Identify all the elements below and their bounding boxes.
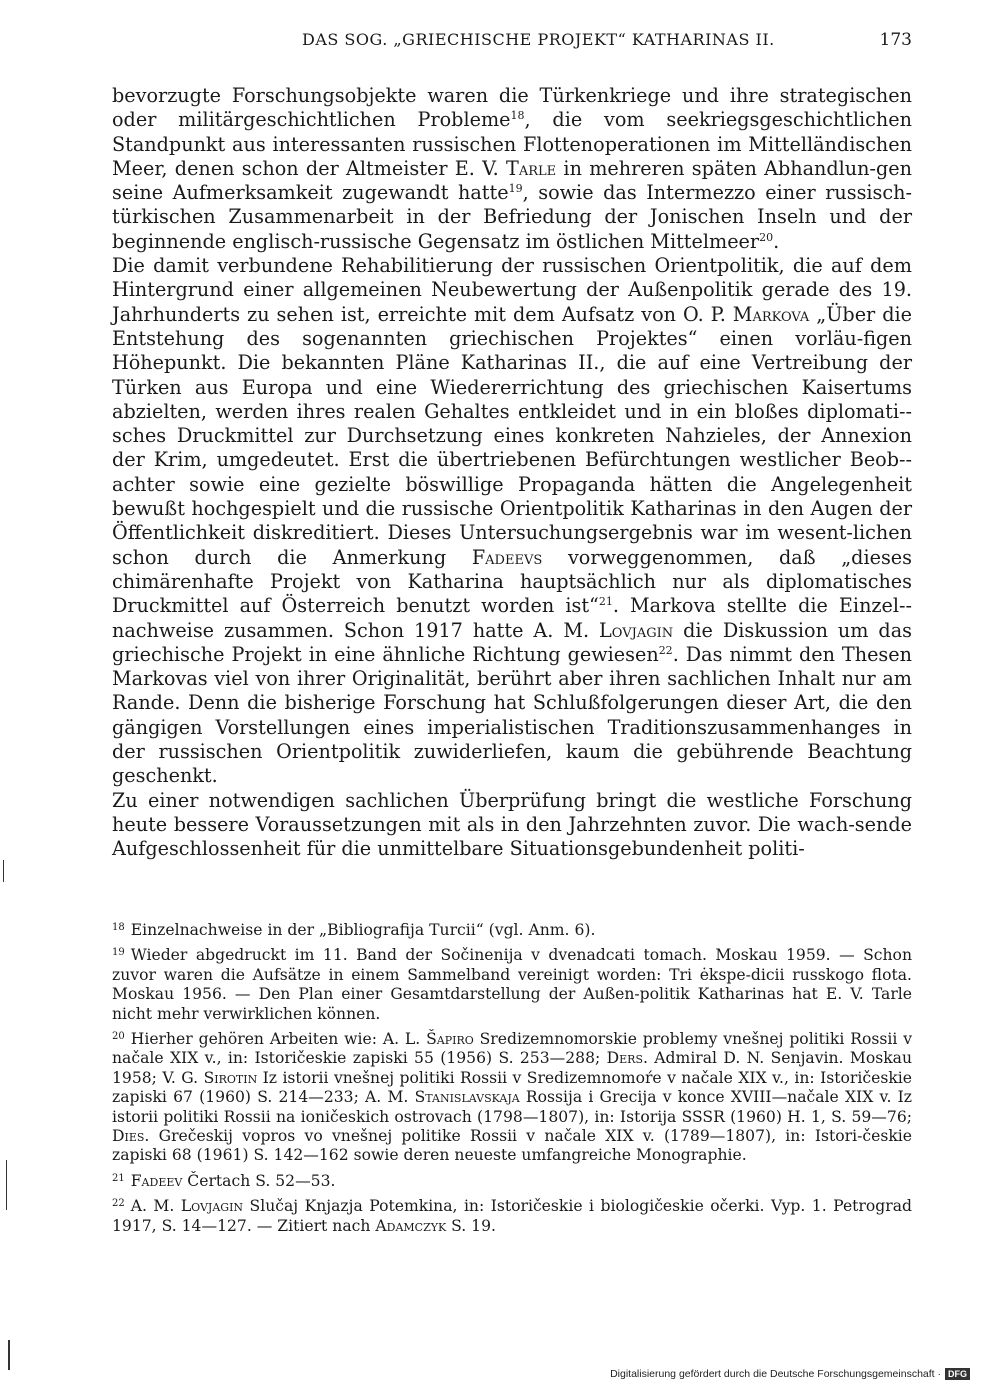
paragraph-1 [112,84,912,254]
footnote-ref-21: 21 [598,595,613,609]
footnote-text: Grečeskij vopros vo vnešnej politike Rossii v načale XIX v. (1789—1807), in: Istori-českie zapiski 68 (1961) S. 142—162 sowie deren neueste umfangreiche Monographie. [112,1127,912,1165]
digitization-credit [610,1368,970,1380]
author-name: Stanislavskaja [414,1088,520,1107]
footnote-text: Wieder abgedruckt im 11. Band der Sočinenija v dvenadcati tomach. Moskau 1959. — Schon zuvor waren die Aufsätze in einem Sammelband vereinigt worden: Tri ėkspe-dicii russkogo flota. Moskau 1956. — Den Plan einer Gesamtdarstellung der Außen-politik Katharinas hat E. V. Tarle nicht mehr verwirklichen können. [112,946,912,1023]
text-run: Die damit verbundene Rehabilitierung der russischen Orientpolitik, die auf dem Hintergrund einer allgemeinen Neubewertung der Außenpolitik gerade des 19. Jahrhunderts zu sehen ist, erreichte mit dem Aufsatz von O. P. [112,254,912,326]
author-name: Sirotin [203,1068,258,1087]
footnotes [112,918,912,1239]
text-run: , sowie das Intermezzo einer russisch-türkischen Zusammenarbeit in der Befriedung der Jonischen Inseln und der beginnende englisch-russische Gegensatz im östlichen Mittelmeer [112,181,912,253]
footnote-text: S. 19. [446,1216,496,1235]
paragraph-3 [112,789,912,862]
footnote-number: 19 [112,947,125,959]
footnote-text: Čertach S. 52—53. [182,1171,336,1190]
author-name: Tarle [506,156,557,180]
footnote-number: 22 [112,1198,125,1210]
footnote-20 [112,1027,912,1166]
credit-text: Digitalisierung gefördert durch die Deutsche Forschungsgemeinschaft · [610,1368,941,1380]
text-run: . [773,229,780,253]
text-run: Zu einer notwendigen sachlichen Überprüfung bringt die westliche Forschung heute bessere Voraussetzungen mit als in den Jahrzehnten zuvor. Die wach-sende Aufgeschlossenheit für die unmittelbare Situationsgebundenheit politi- [112,788,912,861]
footnote-number: 20 [112,1031,125,1043]
footnote-21 [112,1169,912,1191]
paragraph-2 [112,254,912,789]
footnote-22 [112,1194,912,1236]
page-header [112,30,912,54]
scan-margin-mark [8,1340,10,1370]
footnote-text: Sredizemnomorskie problemy vnešnej politiki Rossii v načale XIX v., in: Istoričeskie zapiski 55 (1956) S. 253—288; [112,1030,912,1068]
footnote-19 [112,943,912,1024]
text-run: in mehreren späten Abhandlun-gen seine Aufmerksamkeit zugewandt hatte [112,156,912,205]
text-run: die Diskussion um das griechische Projekt in eine ähnliche Richtung gewiesen [112,618,912,666]
main-text [112,84,912,862]
author-name: Lovjagin [599,618,674,642]
text-run: vorweggenommen, daß „dieses chimärenhafte Projekt von Katharina hauptsächlich nur als diplomatisches Druckmittel auf Österreich benutzt worden ist“ [112,545,912,618]
footnote-text: Slučaj Knjazja Potemkina, in: Istoričeskie i biologičeskie očerki. Vyp. 1. Petrograd 1917, S. 14—127. — Zitiert nach [112,1197,912,1235]
footnote-text: Einzelnachweise in der „Bibliografija Turcii“ (vgl. Anm. 6). [130,921,596,939]
footnote-18 [112,918,912,940]
footnote-text: Admiral D. N. Senjavin. Moskau 1958; V. G. [112,1049,913,1087]
page-number: 173 [879,30,912,50]
footnote-ref-19: 19 [508,182,523,196]
author-name: Fadeevs [471,545,543,569]
text-run: . Das nimmt den Thesen Markovas viel von ihrer Originalität, berührt aber ihren sachlichen Inhalt nur am Rande. Denn die bisherige Forschung hat Schlußfolgerungen dieser Art, die den gängigen Vorstellungen eines imperialistischen Traditionszusammenhanges in der russischen Orientpolitik zuwiderliefen, kaum die gebührende Beachtung geschenkt. [112,642,912,788]
dfg-logo: DFG [945,1368,970,1380]
footnote-number: 18 [112,922,125,933]
footnote-text: Rossija i Grecija v konce XVIII—načale XIX v. Iz istorii politiki Rossii na ioničeskich ostrovach (1798—1807), in: Istorija SSSR (1960) H. 1, S. 59—76; [112,1088,913,1126]
running-head: DAS SOG. „GRIECHISCHE PROJEKT“ KATHARINAS II. [302,30,775,49]
author-name: Šapiro [426,1030,474,1049]
scan-margin-mark [3,860,4,882]
footnote-ref-18: 18 [510,109,525,123]
author-name: Dies. [112,1127,150,1146]
author-name: Ders. [606,1049,648,1068]
text-run: . Markova stellte die Einzel-nachweise zusammen. Schon 1917 hatte A. M. [112,594,912,642]
text-run: bevorzugte Forschungsobjekte waren die Türkenkriege und ihre strategischen oder militärgeschichtlichen Probleme [112,84,912,132]
author-name: Lovjagin [180,1197,244,1216]
footnote-text: Hierher gehören Arbeiten wie: A. L. [130,1030,427,1049]
text-run: , die vom seekriegsgeschichtlichen Standpunkt aus interessanten russischen Flottenoperationen im Mittelländischen Meer, denen schon der Altmeister E. V. [112,108,912,180]
footnote-text: Iz istorii vnešnej politiki Rossii v Sredizemnomoŕe v načale XIX v., in: Istoričeskie zapiski 67 (1960) S. 214—233; A. M. [112,1068,912,1107]
scan-margin-mark [6,1160,7,1210]
text-run: „Über die Entstehung des sogenannten griechischen Projektes“ einen vorläu-figen Höhepunkt. Die bekannten Pläne Katharinas II., die auf eine Vertreibung der Türken aus Europa und eine Wiedererrichtung des griechischen Kaisertums abzielten, werden ihres realen Gehaltes entkleidet und in ein bloßes diplomati-sches Druckmittel zur Durchsetzung eines konkreten Nahzieles, der Annexion der Krim, umgedeutet. Erst die übertriebenen Befürchtungen westlicher Beob-achter sowie eine gezielte böswillige Propaganda hätten die Angelegenheit bewußt hochgespielt und die russische Orientpolitik Katharinas in den Augen der Öffentlichkeit diskreditiert. Dieses Untersuchungsergebnis war im wesent-lichen schon durch die Anmerkung [112,302,912,569]
author-name: Adamczyk [375,1216,447,1235]
author-name: Markova [732,302,810,326]
author-name: Fadeev [130,1171,183,1190]
footnote-number: 21 [112,1172,125,1184]
footnote-text: A. M. [130,1197,181,1216]
footnote-ref-20: 20 [759,230,774,244]
footnote-ref-22: 22 [658,643,673,657]
